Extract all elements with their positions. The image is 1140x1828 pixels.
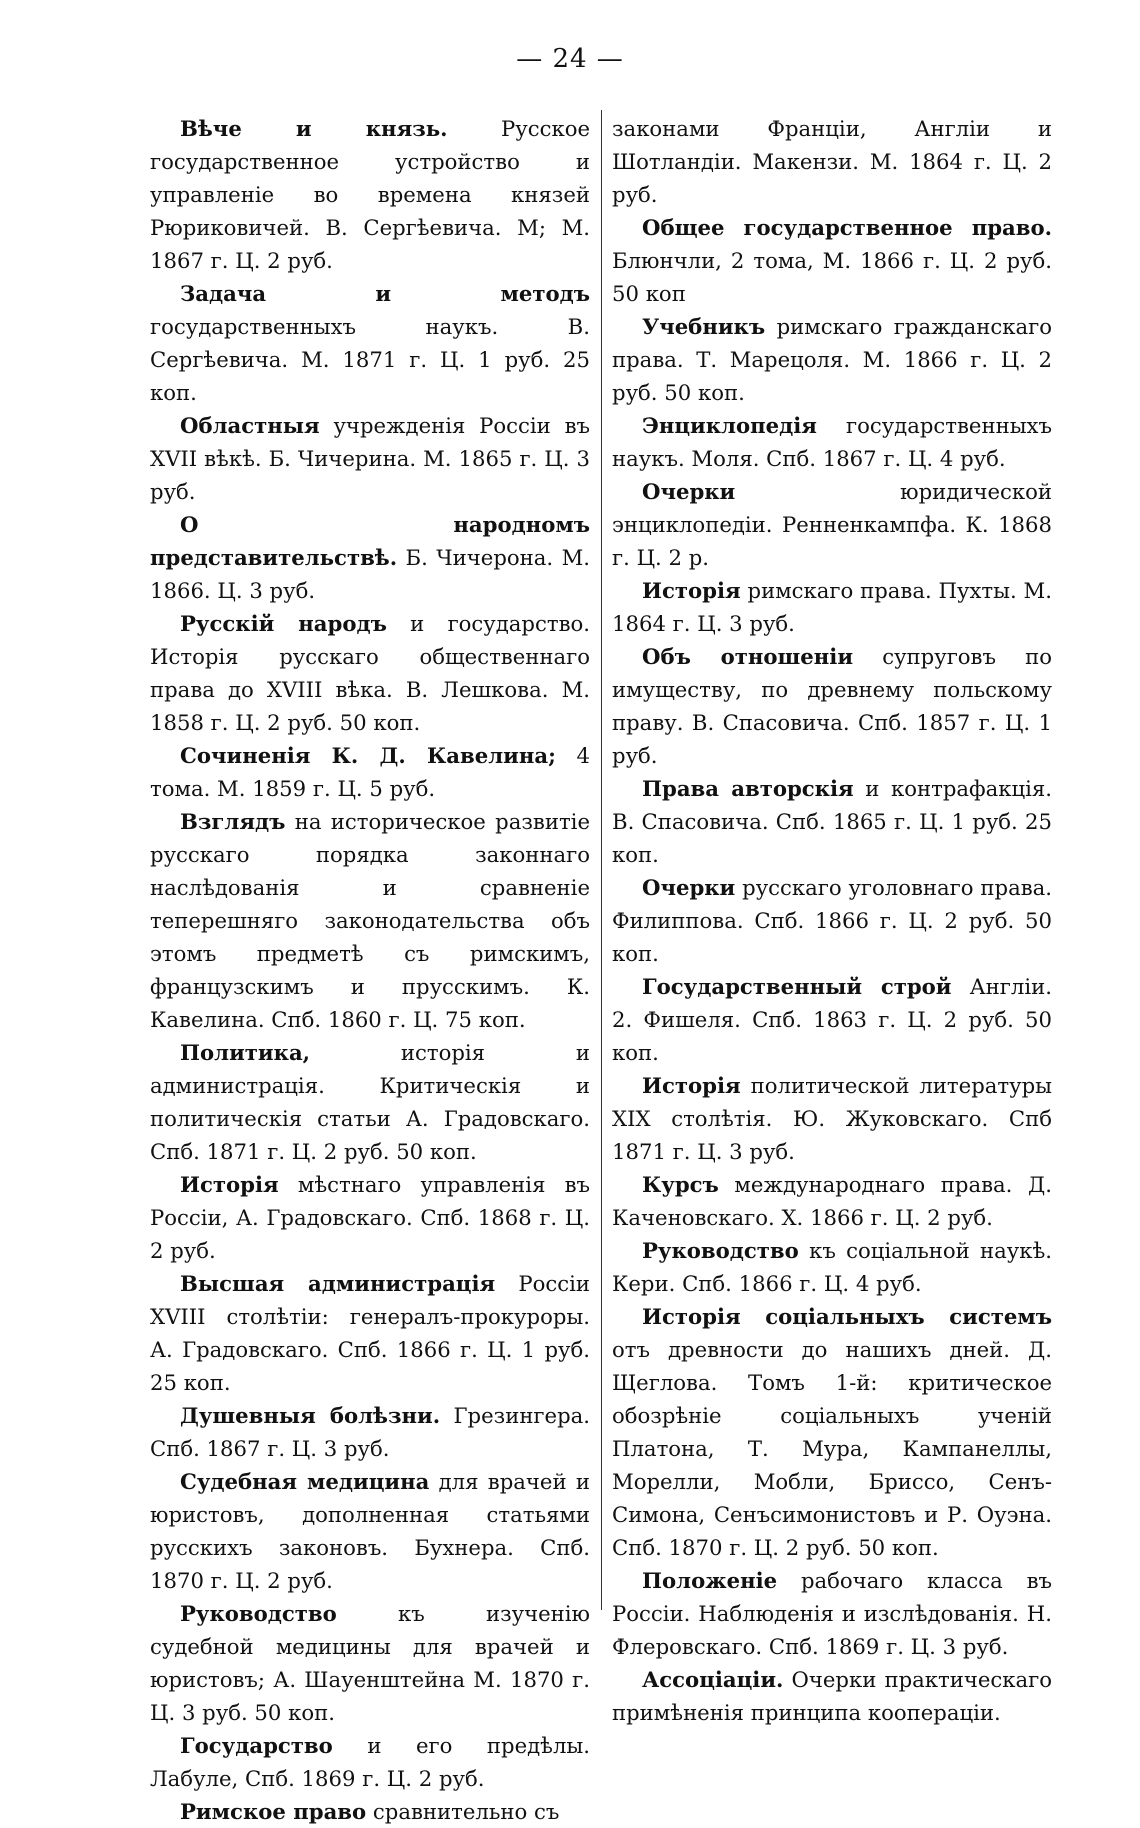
- catalog-entry: [150, 112, 590, 277]
- catalog-entry: [612, 1234, 1052, 1300]
- catalog-entry: [150, 1729, 590, 1795]
- entry-title: Общее государственное право.: [642, 215, 1052, 240]
- entry-text: учрежденія Россіи въ XVII вѣкѣ. Б. Чичерина. М. 1865 г. Ц. 3 руб.: [150, 413, 590, 504]
- catalog-entry: [612, 1168, 1052, 1234]
- entry-title: Права авторскія: [642, 776, 854, 801]
- entry-title: Положеніе: [642, 1568, 778, 1593]
- entry-text: римскаго права. Пухты. М. 1864 г. Ц. 3 руб.: [612, 578, 1052, 636]
- entry-title: Русскій народъ: [180, 611, 387, 636]
- entry-title: Руководство: [180, 1601, 337, 1626]
- catalog-entry: [150, 805, 590, 1036]
- catalog-entry: [612, 1300, 1052, 1564]
- entry-text: отъ древности до нашихъ дней. Д. Щеглова. Томъ 1-й: критическое обозрѣніе соціальныхъ ученій Платона, Т. Мура, Кампанеллы, Морелли, Мобли, Бриссо, Сенъ-Симона, Сенъсимонистовъ и Р. Оуэна. Спб. 1870 г. Ц. 2 руб. 50 коп.: [612, 1337, 1052, 1560]
- entry-text: римскаго гражданскаго права. Т. Марецоля. М. 1866 г. Ц. 2 руб. 50 коп.: [612, 314, 1052, 405]
- catalog-entry: [612, 1663, 1052, 1729]
- entry-text: для врачей и юристовъ, дополненная статьями русскихъ законовъ. Бухнера. Спб. 1870 г. Ц. 2 руб.: [150, 1469, 590, 1593]
- entry-text: Грезингера. Спб. 1867 г. Ц. 3 руб.: [150, 1403, 591, 1461]
- catalog-entry: [612, 970, 1052, 1069]
- entry-text: государственныхъ наукъ. В. Сергѣевича. М. 1871 г. Ц. 1 руб. 25 коп.: [150, 314, 590, 405]
- entry-text: исторія и администрація. Критическія и политическія статьи А. Градовскаго. Спб. 1871 г. Ц. 2 руб. 50 коп.: [150, 1040, 590, 1164]
- entry-text: Б. Чичерона. М. 1866. Ц. 3 руб.: [150, 545, 590, 603]
- entry-text: къ соціальной наукѣ. Кери. Спб. 1866 г. Ц. 4 руб.: [612, 1238, 1052, 1296]
- entry-text: и контрафакція. В. Спасовича. Спб. 1865 г. Ц. 1 руб. 25 коп.: [612, 776, 1052, 867]
- catalog-entry: [612, 409, 1052, 475]
- entry-title: Учебникъ: [642, 314, 766, 339]
- entry-text: Очерки практическаго примѣненія принципа коопераціи.: [612, 1667, 1052, 1725]
- entry-title: Задача и методъ: [180, 281, 590, 306]
- entry-text: политической литературы XIX столѣтія. Ю. Жуковскаго. Спб 1871 г. Ц. 3 руб.: [612, 1073, 1052, 1164]
- entry-text: сравнительно съ: [366, 1799, 560, 1824]
- catalog-entry: [150, 1795, 590, 1828]
- entry-text: мѣстнаго управленія въ Россіи, А. Градовскаго. Спб. 1868 г. Ц. 2 руб.: [150, 1172, 590, 1263]
- catalog-entry: [612, 1069, 1052, 1168]
- page-number: — 24 —: [516, 44, 624, 74]
- entry-title: Взглядъ: [180, 809, 286, 834]
- entry-title: Исторія соціальныхъ системъ: [642, 1304, 1052, 1329]
- entry-text: на историческое развитіе русскаго порядка законнаго наслѣдованія и сравненіе теперешняго законодательства объ этомъ предметѣ съ римскимъ, французскимъ и прусскимъ. К. Кавелина. Спб. 1860 г. Ц. 75 коп.: [150, 809, 590, 1032]
- entry-title: Ассоціаціи.: [642, 1667, 784, 1692]
- entry-title: Областныя: [180, 413, 320, 438]
- entry-title: Курсъ: [642, 1172, 719, 1197]
- catalog-entry: [612, 211, 1052, 310]
- entry-text: и его предѣлы. Лабуле, Спб. 1869 г. Ц. 2 руб.: [150, 1733, 590, 1791]
- catalog-entry: [150, 739, 590, 805]
- catalog-entry: [612, 772, 1052, 871]
- entry-text: супруговъ по имуществу, по древнему польскому праву. В. Спасовича. Спб. 1857 г. Ц. 1 руб.: [612, 644, 1052, 768]
- entry-title: Государство: [180, 1733, 333, 1758]
- catalog-entry: [612, 640, 1052, 772]
- entry-text: Англіи. 2. Фишеля. Спб. 1863 г. Ц. 2 руб. 50 коп.: [612, 974, 1052, 1065]
- right-column: [612, 112, 1052, 1729]
- entry-title: Высшая администрація: [180, 1271, 496, 1296]
- entry-title: Государственный строй: [642, 974, 952, 999]
- entry-text: юридической энциклопедіи. Ренненкампфа. К. 1868 г. Ц. 2 р.: [612, 479, 1052, 570]
- entry-title: Вѣче и князь.: [180, 116, 448, 141]
- catalog-entry: [150, 607, 590, 739]
- catalog-entry: [150, 1399, 590, 1465]
- entry-title: Исторія: [180, 1172, 279, 1197]
- entry-title: Политика,: [180, 1040, 311, 1065]
- entry-title: Исторія: [642, 578, 741, 603]
- catalog-entry: [612, 574, 1052, 640]
- catalog-entry: [612, 475, 1052, 574]
- left-column: [150, 112, 590, 1828]
- catalog-entry: [150, 1597, 590, 1729]
- entry-text: рабочаго класса въ Россіи. Наблюденія и изслѣдованія. Н. Флеровскаго. Спб. 1869 г. Ц. 3 руб.: [612, 1568, 1052, 1659]
- entry-text: 4 тома. М. 1859 г. Ц. 5 руб.: [150, 743, 591, 801]
- catalog-entry-continued: [612, 112, 1052, 211]
- column-divider: [601, 110, 602, 1610]
- entry-title: Очерки: [642, 875, 736, 900]
- entry-title: Энциклопедія: [642, 413, 817, 438]
- entry-title: Очерки: [642, 479, 736, 504]
- catalog-entry: [150, 1168, 590, 1267]
- entry-text: законами Франціи, Англіи и Шотландіи. Макензи. М. 1864 г. Ц. 2 руб.: [612, 116, 1052, 207]
- catalog-entry: [150, 1465, 590, 1597]
- catalog-entry: [612, 310, 1052, 409]
- catalog-entry: [150, 508, 590, 607]
- entry-title: Римское право: [180, 1799, 367, 1824]
- entry-text: Россіи XVIII столѣтіи: генералъ-прокуроры. А. Градовскаго. Спб. 1866 г. Ц. 1 руб. 25 коп.: [150, 1271, 590, 1395]
- entry-title: Руководство: [642, 1238, 799, 1263]
- entry-text: Русское государственное устройство и управленіе во времена князей Рюриковичей. В. Сергѣевича. М; М. 1867 г. Ц. 2 руб.: [150, 116, 590, 273]
- entry-title: О народномъ представительствѣ.: [150, 512, 590, 570]
- catalog-entry: [150, 277, 590, 409]
- catalog-entry: [612, 1564, 1052, 1663]
- entry-text: международнаго права. Д. Каченовскаго. Х. 1866 г. Ц. 2 руб.: [612, 1172, 1052, 1230]
- catalog-entry: [150, 1267, 590, 1399]
- entry-title: Исторія: [642, 1073, 741, 1098]
- entry-title: Душевныя болѣзни.: [180, 1403, 441, 1428]
- entry-title: Сочиненія К. Д. Кавелина;: [180, 743, 556, 768]
- entry-text: къ изученію судебной медицины для врачей и юристовъ; А. Шауенштейна М. 1870 г. Ц. 3 руб. 50 коп.: [150, 1601, 590, 1725]
- catalog-entry: [612, 871, 1052, 970]
- entry-text: государственныхъ наукъ. Моля. Спб. 1867 г. Ц. 4 руб.: [612, 413, 1052, 471]
- catalog-entry: [150, 409, 590, 508]
- catalog-entry: [150, 1036, 590, 1168]
- entry-title: Объ отношеніи: [642, 644, 854, 669]
- entry-text: и государство. Исторія русскаго общественнаго права до XVIII вѣка. В. Лешкова. М. 1858 г. Ц. 2 руб. 50 коп.: [150, 611, 591, 735]
- entry-text: русскаго уголовнаго права. Филиппова. Спб. 1866 г. Ц. 2 руб. 50 коп.: [612, 875, 1052, 966]
- entry-text: Блюнчли, 2 тома, М. 1866 г. Ц. 2 руб. 50 коп: [612, 248, 1052, 306]
- entry-title: Судебная медицина: [180, 1469, 430, 1494]
